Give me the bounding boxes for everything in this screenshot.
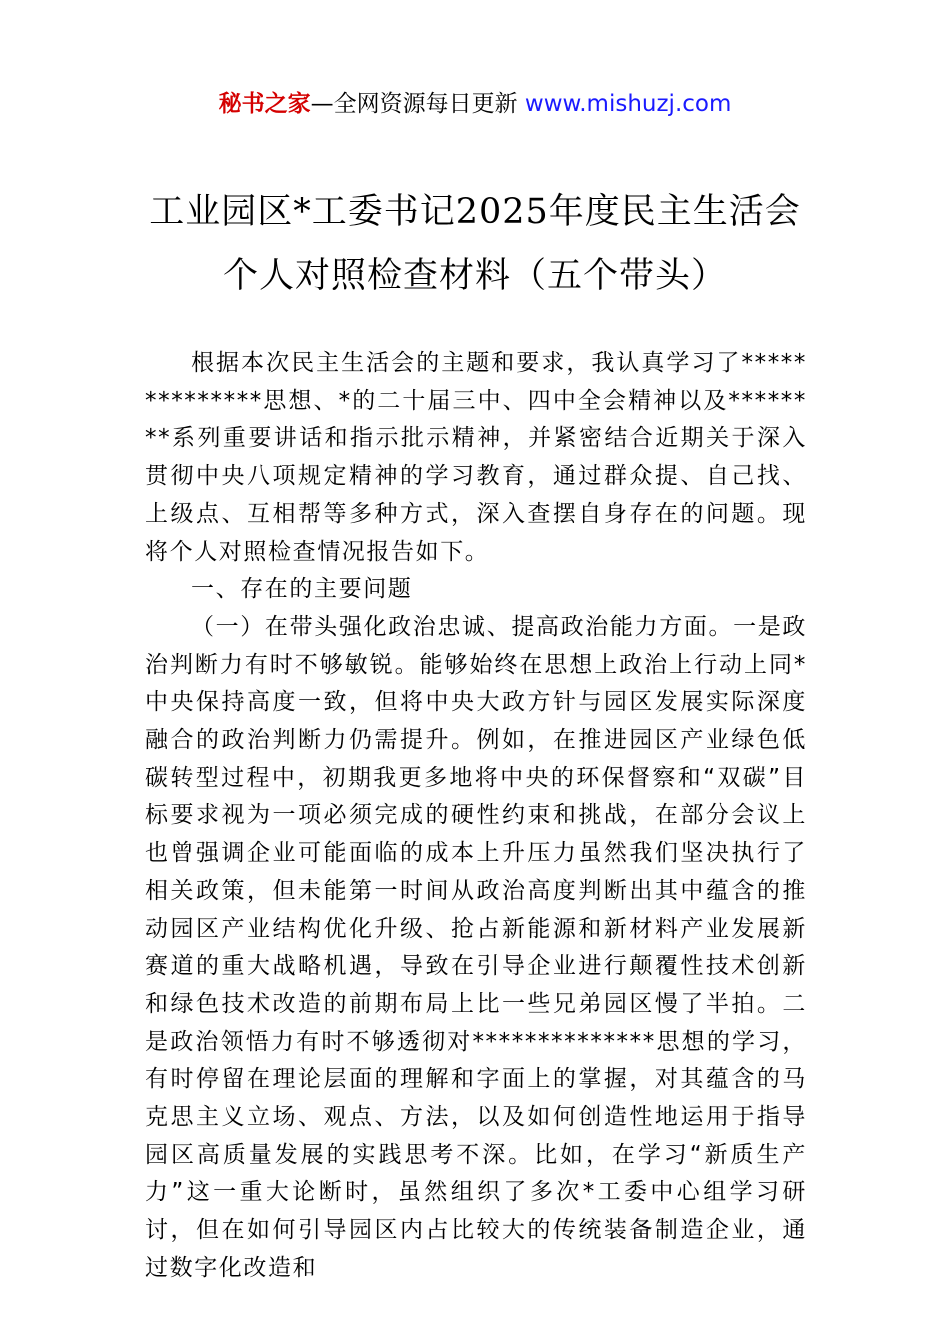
document-body bbox=[145, 345, 807, 1288]
site-tagline: —全网资源每日更新 bbox=[310, 91, 525, 117]
site-url[interactable]: www.mishuzj.com bbox=[524, 91, 732, 117]
document-title-line-2: 个人对照检查材料（五个带头） bbox=[222, 256, 727, 296]
site-header bbox=[0, 88, 950, 120]
section-heading: 一、存在的主要问题 bbox=[191, 576, 413, 603]
paragraph-intro: 根据本次民主生活会的主题和要求，我认真学习了**************思想、*的二十届三中、四中全会精神以及********系列重要讲话和指示批示精神，并紧密结合近期关于深入贯彻中央八项规定精神的学习教育，通过群众提、自己找、上级点、互相帮等多种方式，深入查摆自身存在的问题。现将个人对照检查情况报告如下。 bbox=[145, 350, 807, 565]
document-title-line-1: 工业园区*工委书记2025年度民主生活会 bbox=[149, 192, 801, 232]
paragraph-section-1: （一）在带头强化政治忠诚、提高政治能力方面。一是政治判断力有时不够敏锐。能够始终在思想上政治上行动上同*中央保持高度一致，但将中央大政方针与园区发展实际深度融合的政治判断力仍需提升。例如，在推进园区产业绿色低碳转型过程中，初期我更多地将中央的环保督察和“双碳”目标要求视为一项必须完成的硬性约束和挑战，在部分会议上也曾强调企业可能面临的成本上升压力虽然我们坚决执行了相关政策，但未能第一时间从政治高度判断出其中蕴含的推动园区产业结构优化升级、抢占新能源和新材料产业发展新赛道的重大战略机遇，导致在引导企业进行颠覆性技术创新和绿色技术改造的前期布局上比一些兄弟园区慢了半拍。二是政治领悟力有时不够透彻对**************思想的学习，有时停留在理论层面的理解和字面上的掌握，对其蕴含的马克思主义立场、观点、方法，以及如何创造性地运用于指导园区高质量发展的实践思考不深。比如，在学习“新质生产力”这一重大论断时，虽然组织了多次*工委中心组学习研讨，但在如何引导园区内占比较大的传统装备制造企业，通过数字化改造和 bbox=[145, 613, 807, 1281]
site-brand: 秘书之家 bbox=[218, 91, 311, 117]
